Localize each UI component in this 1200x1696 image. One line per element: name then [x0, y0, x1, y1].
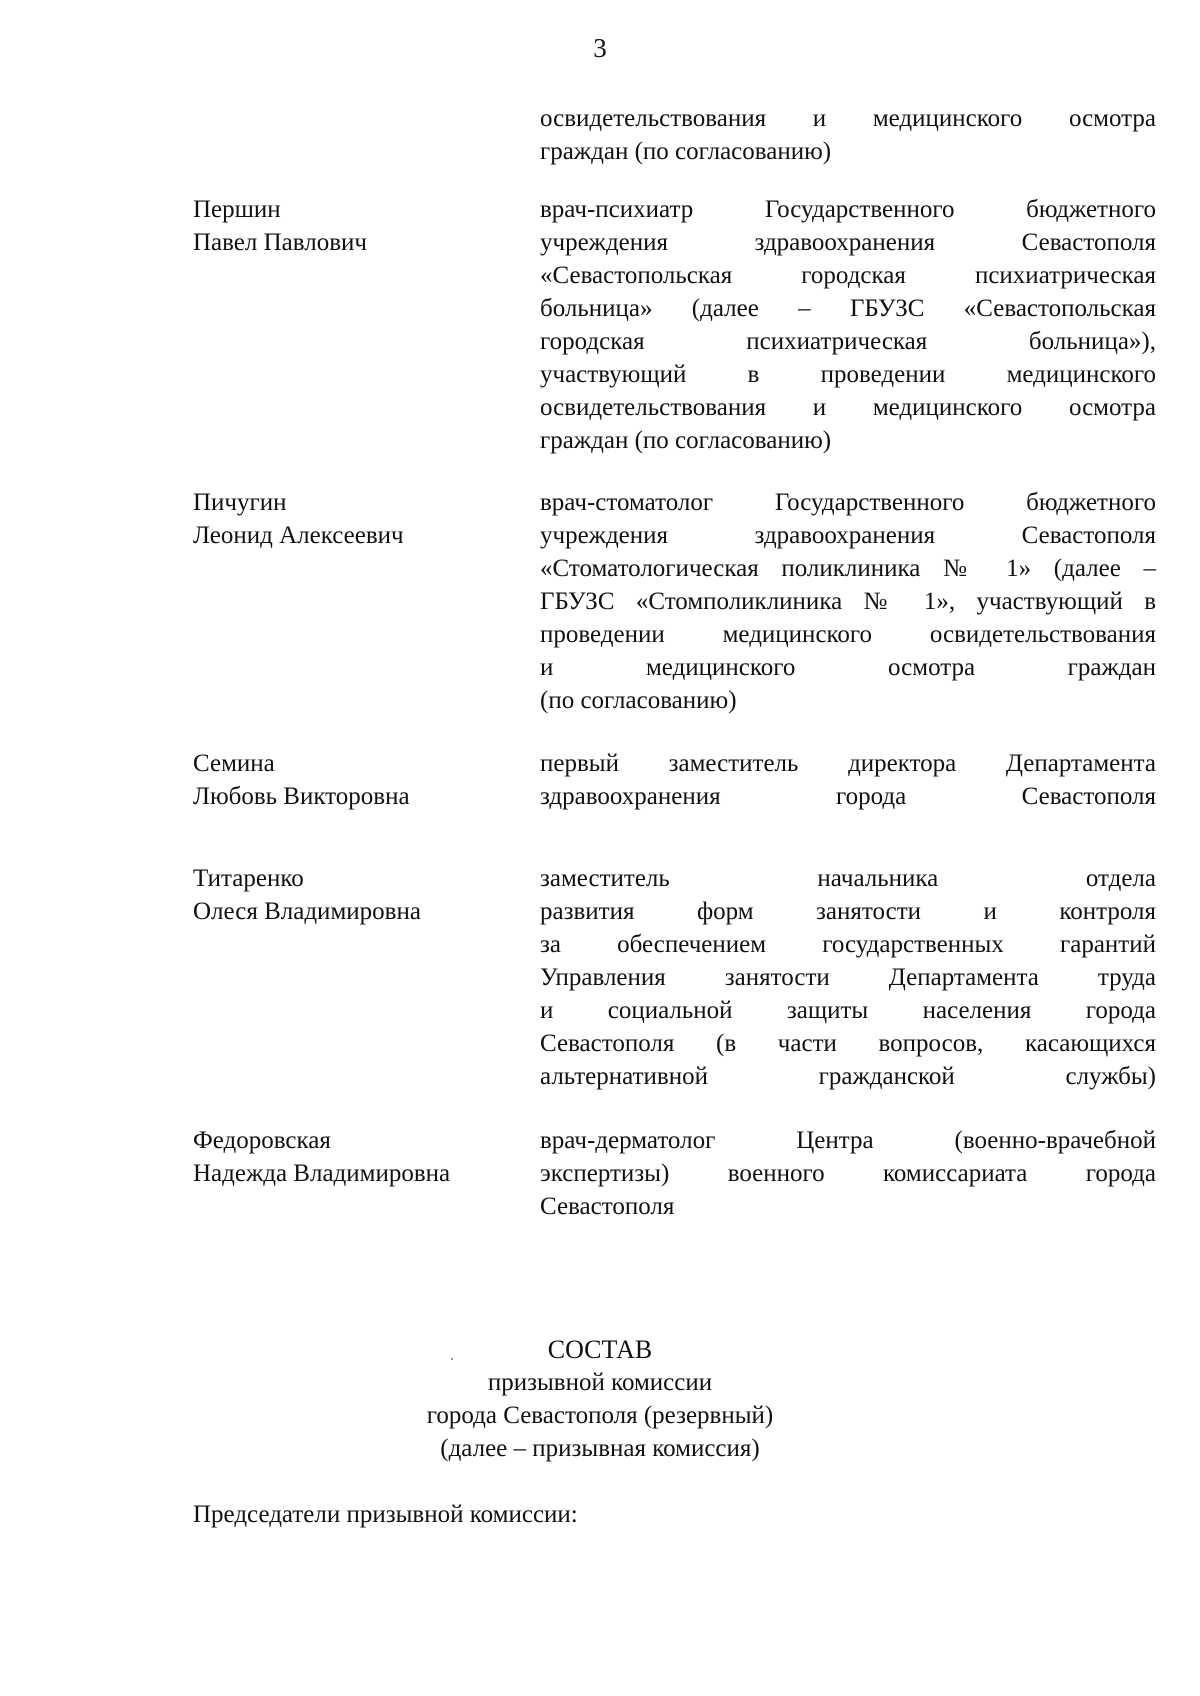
member-position	[540, 486, 1156, 717]
member-name	[193, 747, 523, 813]
member-name	[193, 193, 523, 259]
desc-line: участвующий в проведении медицинского	[540, 361, 1156, 388]
chairs-label: Председатели призывной комиссии:	[193, 1501, 578, 1528]
desc-line: врач-стоматолог Государственного бюджетного	[540, 489, 1156, 516]
continuation-text	[540, 102, 1156, 168]
desc-line: «Стоматологическая поликлиника № 1» (далее –	[540, 555, 1156, 582]
member-surname: Семина	[193, 750, 275, 777]
composition-subtitle: призывной комиссии	[487, 1369, 713, 1396]
member-given-names: Любовь Викторовна	[193, 783, 410, 810]
member-position	[540, 193, 1156, 457]
member-position	[540, 862, 1156, 1093]
desc-line: здравоохранения города Севастополя	[540, 783, 1156, 810]
desc-line: городская психиатрическая больница»),	[540, 328, 1156, 355]
desc-line: и медицинского осмотра граждан	[540, 654, 1156, 681]
desc-line: Севастополя (в части вопросов, касающихся	[540, 1030, 1156, 1057]
member-position	[540, 1124, 1156, 1223]
desc-line: врач-дерматолог Центра (военно-врачебной	[540, 1127, 1156, 1154]
desc-line: экспертизы) военного комиссариата города	[540, 1160, 1156, 1187]
desc-line: (по согласованию)	[540, 687, 737, 714]
desc-line: Управления занятости Департамента труда	[540, 964, 1156, 991]
desc-line: первый заместитель директора Департамента	[540, 750, 1156, 777]
member-given-names: Павел Павлович	[193, 229, 367, 256]
desc-line: за обеспечением государственных гарантий	[540, 931, 1156, 958]
composition-subtitle: города Севастополя (резервный)	[426, 1402, 774, 1429]
member-given-names: Леонид Алексеевич	[193, 522, 404, 549]
desc-line: заместитель начальника отдела	[540, 865, 1156, 892]
desc-line: ГБУЗС «Стомполиклиника № 1», участвующий в	[540, 588, 1156, 615]
member-surname: Пичугин	[193, 489, 287, 516]
desc-line: учреждения здравоохранения Севастополя	[540, 522, 1156, 549]
desc-line: врач-психиатр Государственного бюджетного	[540, 196, 1156, 223]
desc-line: проведении медицинского освидетельствования	[540, 621, 1156, 648]
member-surname: Першин	[193, 196, 281, 223]
desc-line: граждан (по согласованию)	[540, 427, 832, 454]
member-given-names: Олеся Владимировна	[193, 898, 421, 925]
desc-line: больница» (далее – ГБУЗС «Севастопольская	[540, 295, 1156, 322]
desc-line: граждан (по согласованию)	[540, 138, 832, 165]
desc-line: развития форм занятости и контроля	[540, 898, 1156, 925]
member-name	[193, 862, 523, 928]
desc-line: Севастополя	[540, 1193, 675, 1220]
member-position	[540, 747, 1156, 813]
member-name	[193, 486, 523, 552]
member-surname: Федоровская	[193, 1127, 331, 1154]
member-surname: Титаренко	[193, 865, 304, 892]
desc-line: учреждения здравоохранения Севастополя	[540, 229, 1156, 256]
composition-title: СОСТАВ	[547, 1335, 653, 1364]
desc-line: и социальной защиты населения города	[540, 997, 1156, 1024]
member-given-names: Надежда Владимировна	[193, 1160, 451, 1187]
desc-line: освидетельствования и медицинского осмотра	[540, 105, 1156, 132]
page-number: 3	[593, 33, 607, 63]
desc-line: альтернативной гражданской службы)	[540, 1063, 1156, 1090]
desc-line: «Севастопольская городская психиатрическая	[540, 262, 1156, 289]
composition-heading-block	[0, 1333, 1200, 1465]
composition-subtitle: (далее – призывная комиссия)	[440, 1435, 760, 1462]
member-name	[193, 1124, 523, 1190]
desc-line: освидетельствования и медицинского осмотра	[540, 394, 1156, 421]
